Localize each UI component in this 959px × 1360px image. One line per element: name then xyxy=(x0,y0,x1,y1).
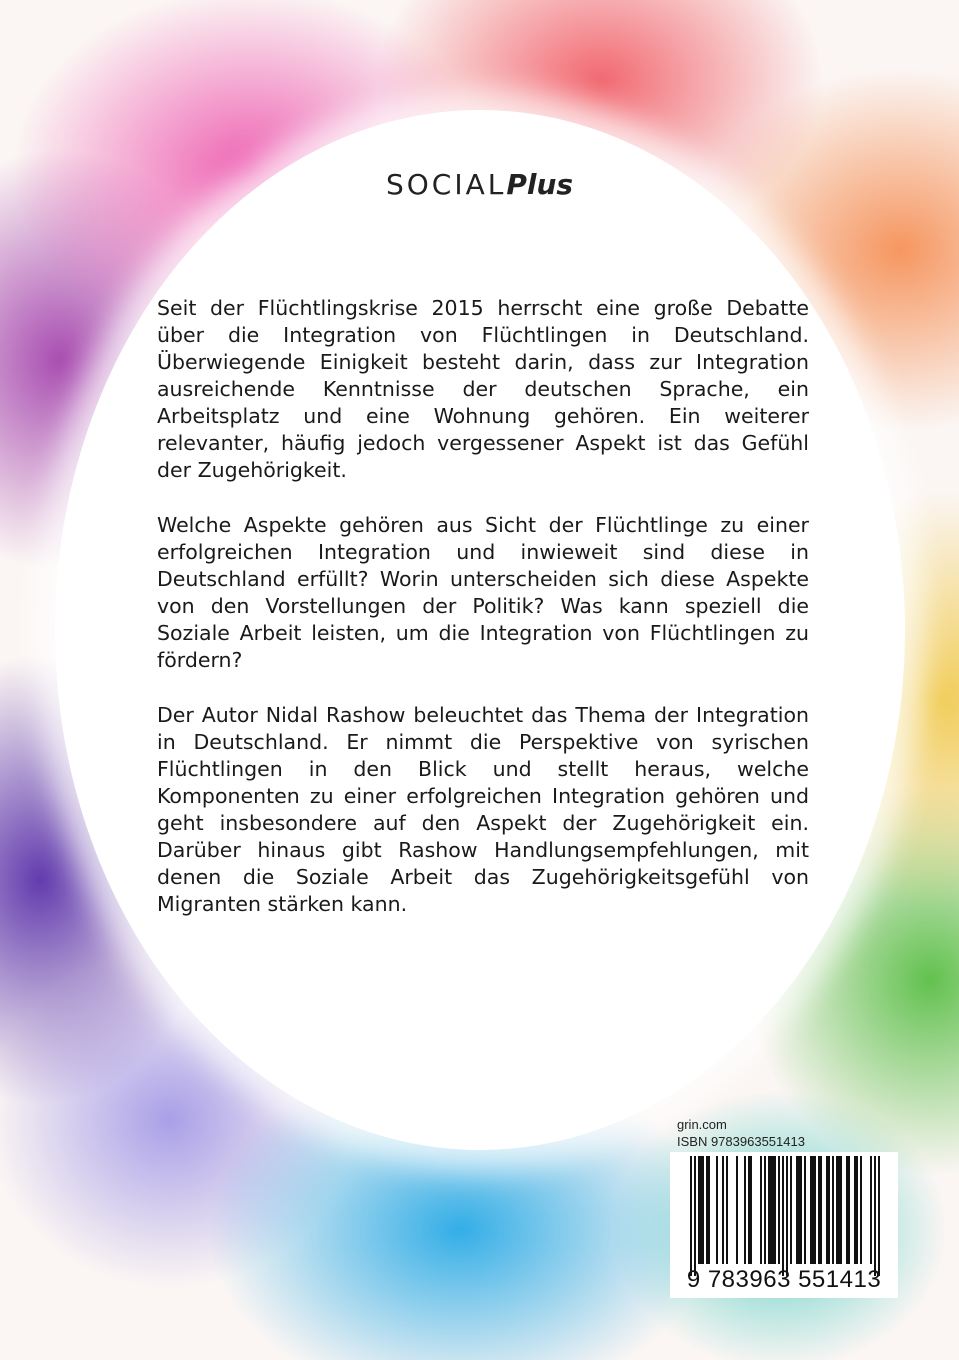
barcode-bar xyxy=(726,1156,728,1264)
logo-main: SOCIAL xyxy=(385,168,507,201)
barcode-bar xyxy=(836,1156,838,1264)
barcode-bar xyxy=(818,1156,820,1264)
barcode-bar xyxy=(700,1156,702,1264)
barcode-bar xyxy=(782,1156,784,1276)
isbn-label: ISBN 9783963551413 xyxy=(677,1134,805,1149)
barcode-bar xyxy=(798,1156,800,1264)
barcode xyxy=(670,1152,898,1298)
barcode-bar xyxy=(874,1156,876,1276)
barcode-digits: 9 783963 551413 xyxy=(686,1266,882,1293)
blurb-paragraph-1: Seit der Flüchtlingskrise 2015 herrscht eine große Debatte über die Integration von Flüchtlingen in Deutschland. Überwiegende Einigkeit besteht darin, dass zur Integration ausreichende Kenntnisse der deutschen Sprache, ein Arbeitsplatz und eine Wohnung gehören. Ein weiterer relevanter, häufig jedoch vergessener Aspekt ist das Gefühl der Zugehörigkeit. xyxy=(157,296,809,482)
barcode-bar xyxy=(854,1156,856,1264)
barcode-bar xyxy=(800,1156,802,1264)
barcode-bar xyxy=(838,1156,840,1264)
blurb-text xyxy=(157,295,809,946)
barcode-bar xyxy=(860,1156,862,1264)
barcode-bar xyxy=(770,1156,772,1264)
barcode-bar xyxy=(878,1156,880,1276)
barcode-bar xyxy=(706,1156,708,1264)
barcode-bar xyxy=(820,1156,822,1264)
barcode-bar xyxy=(826,1156,828,1264)
barcode-bar xyxy=(760,1156,762,1264)
barcode-bar xyxy=(716,1156,718,1264)
series-logo xyxy=(0,168,959,201)
barcode-bar xyxy=(690,1156,692,1276)
barcode-bar xyxy=(846,1156,848,1264)
blurb-paragraph-3: Der Autor Nidal Rashow beleuchtet das Thema der Integration in Deutschland. Er nimmt die Perspektive von syrischen Flüchtlingen in den Blick und stellt heraus, welche Komponenten zu einer erfolgreichen Integration gehören und geht insbesondere auf den Aspekt der Zugehörigkeit ein. Darüber hinaus gibt Rashow Handlungsempfehlungen, mit denen die Soziale Arbeit das Zugehörigkeitsgefühl von Migranten stärken kann. xyxy=(157,703,809,916)
barcode-bar xyxy=(804,1156,806,1264)
barcode-bar xyxy=(694,1156,696,1276)
barcode-bar xyxy=(848,1156,850,1264)
barcode-bar xyxy=(828,1156,830,1264)
barcode-bar xyxy=(856,1156,858,1264)
barcode-bar xyxy=(778,1156,780,1264)
barcode-bar xyxy=(744,1156,746,1264)
barcode-bar xyxy=(774,1156,776,1264)
barcode-bar xyxy=(832,1156,834,1264)
barcode-bar xyxy=(772,1156,774,1264)
barcode-bar xyxy=(722,1156,724,1264)
blurb-paragraph-2: Welche Aspekte gehören aus Sicht der Flüchtlinge zu einer erfolgreichen Integration und inwieweit sind diese in Deutschland erfüllt? Worin unterscheiden sich diese Aspekte von den Vorstellungen der Politik? Was kann speziell die Soziale Arbeit leisten, um die Integration von Flüchtlingen zu fördern? xyxy=(157,513,809,672)
publisher-website: grin.com xyxy=(677,1117,727,1132)
barcode-bar xyxy=(702,1156,704,1264)
barcode-bar xyxy=(736,1156,738,1264)
barcode-bar xyxy=(698,1156,700,1264)
barcode-bar xyxy=(810,1156,812,1264)
barcode-bar xyxy=(764,1156,766,1264)
barcode-bar xyxy=(790,1156,792,1264)
barcode-bar xyxy=(768,1156,770,1264)
barcode-bar xyxy=(708,1156,710,1264)
barcode-bar xyxy=(750,1156,752,1264)
barcode-bar xyxy=(840,1156,842,1264)
barcode-bar xyxy=(748,1156,750,1264)
barcode-bar xyxy=(870,1156,872,1264)
barcode-bar xyxy=(786,1156,788,1276)
logo-accent: Plus xyxy=(506,168,574,201)
barcode-bar xyxy=(814,1156,816,1264)
barcode-bar xyxy=(796,1156,798,1264)
barcode-bar xyxy=(812,1156,814,1264)
